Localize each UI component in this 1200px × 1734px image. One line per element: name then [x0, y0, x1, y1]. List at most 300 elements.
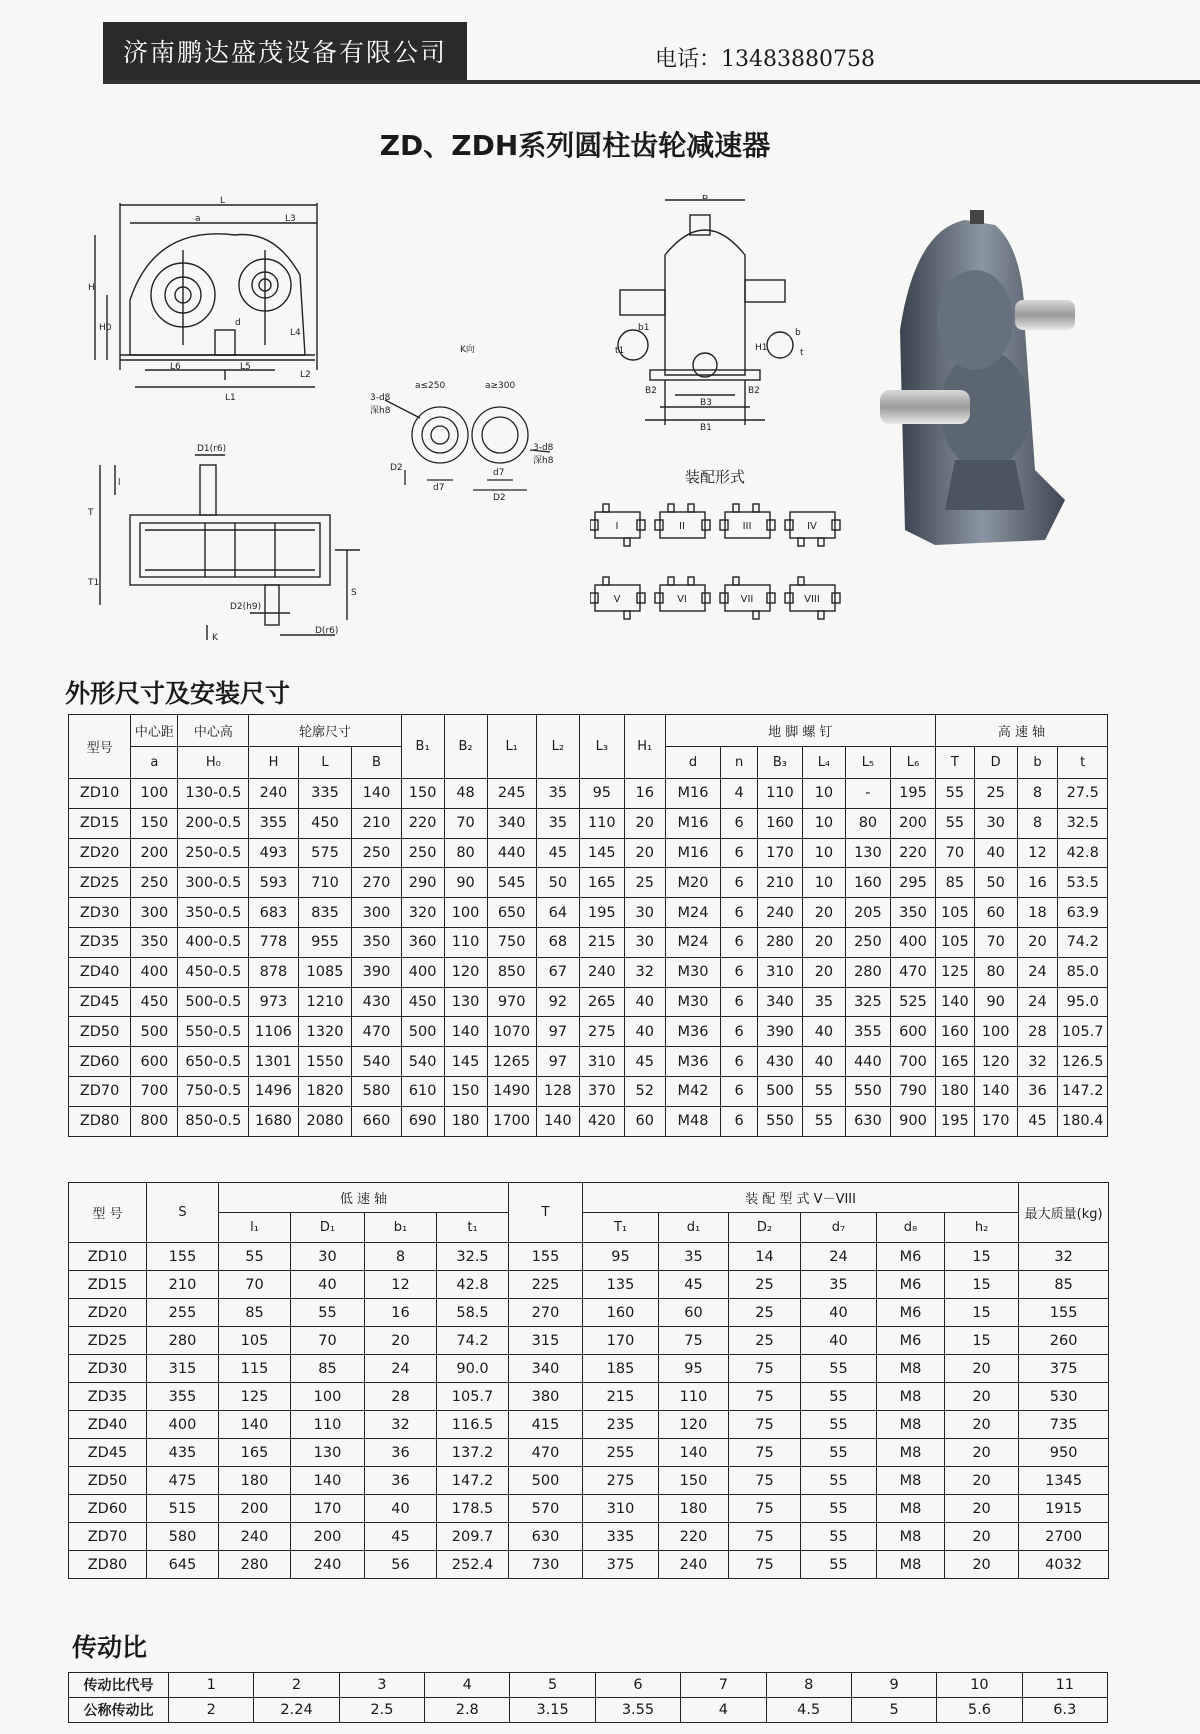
table-cell: 74.2: [1058, 927, 1108, 957]
table-cell: 50: [974, 868, 1017, 898]
k-view-depth-right: 深h8: [533, 456, 554, 466]
table-cell: 6: [721, 957, 757, 987]
table-cell: 430: [352, 987, 401, 1017]
table-cell: 20: [945, 1551, 1019, 1579]
t1-sub-H0: H₀: [178, 747, 249, 779]
table-cell: 280: [845, 957, 890, 987]
table-cell: 850: [487, 957, 536, 987]
table-cell: 170: [757, 838, 802, 868]
table-cell: 40: [801, 1299, 877, 1327]
table-cell: 315: [147, 1355, 219, 1383]
table-cell: 67: [536, 957, 579, 987]
table-cell: 6.3: [1022, 1698, 1107, 1723]
table-cell: 75: [729, 1551, 801, 1579]
table-cell: 835: [298, 898, 352, 928]
table-cell: 195: [890, 779, 935, 809]
table-cell: M16: [665, 808, 721, 838]
table-cell: 200-0.5: [178, 808, 249, 838]
table-cell: 300-0.5: [178, 868, 249, 898]
svg-text:T: T: [88, 508, 94, 518]
table-cell: 60: [624, 1106, 665, 1136]
table-cell: 630: [509, 1523, 583, 1551]
table-cell: 370: [579, 1076, 624, 1106]
assembly-form-3: III: [742, 521, 752, 532]
table-cell: 20: [1017, 927, 1058, 957]
table-cell: 220: [890, 838, 935, 868]
table-cell: ZD30: [69, 898, 131, 928]
t1-head-highspeed-shaft: 高 速 轴: [936, 715, 1108, 747]
table-cell: 660: [352, 1106, 401, 1136]
table-row: [69, 1243, 1109, 1271]
table-cell: M42: [665, 1076, 721, 1106]
svg-text:B2: B2: [645, 386, 657, 396]
t1-head-outline: 轮廓尺寸: [249, 715, 401, 747]
table-cell: 30: [624, 898, 665, 928]
table-cell: 36: [365, 1467, 437, 1495]
table-cell: 4: [721, 779, 757, 809]
table-cell: M8: [877, 1467, 945, 1495]
table-cell: 75: [729, 1355, 801, 1383]
k-view-case-left: a≤250: [415, 381, 446, 391]
table-cell: ZD35: [69, 927, 131, 957]
table-cell: ZD40: [69, 957, 131, 987]
table-cell: 45: [624, 1047, 665, 1077]
table-cell: 400: [401, 957, 444, 987]
table-cell: 97: [536, 1047, 579, 1077]
table-cell: 200: [131, 838, 178, 868]
svg-text:T1: T1: [88, 578, 100, 588]
table-cell: 55: [936, 808, 975, 838]
table-cell: 20: [945, 1495, 1019, 1523]
t1-sub-T: T: [936, 747, 975, 779]
k-view-dim-d7-left: d7: [433, 483, 445, 493]
assembly-forms-title: 装配形式: [685, 468, 746, 486]
table-cell: 735: [1019, 1411, 1109, 1439]
table-cell: 6: [721, 898, 757, 928]
table-cell: 16: [365, 1299, 437, 1327]
table-cell: 130: [291, 1439, 365, 1467]
table-cell: 400: [147, 1411, 219, 1439]
table-cell: 570: [509, 1495, 583, 1523]
table-cell: 160: [583, 1299, 659, 1327]
section-title-dimensions: 外形尺寸及安装尺寸: [65, 679, 291, 708]
table-cell: 20: [624, 808, 665, 838]
k-view-case-right: a≥300: [485, 381, 516, 391]
shaft-table: [68, 1182, 1109, 1579]
table-cell: 55: [802, 1076, 845, 1106]
table-cell: 28: [1017, 1017, 1058, 1047]
table-row: [69, 1523, 1109, 1551]
table-cell: 1301: [249, 1047, 298, 1077]
table-cell: 180.4: [1058, 1106, 1108, 1136]
table-cell: 116.5: [437, 1411, 509, 1439]
table-cell: M16: [665, 838, 721, 868]
table-cell: 25: [729, 1299, 801, 1327]
table-cell: 1085: [298, 957, 352, 987]
table-cell: 30: [624, 927, 665, 957]
table-cell: 450: [298, 808, 352, 838]
table-cell: 25: [729, 1327, 801, 1355]
table-cell: 80: [974, 957, 1017, 987]
table-cell: 1490: [487, 1076, 536, 1106]
table-cell: 75: [729, 1439, 801, 1467]
table-cell: M6: [877, 1271, 945, 1299]
table-cell: 75: [659, 1327, 729, 1355]
table-cell: 215: [583, 1383, 659, 1411]
table-cell: ZD35: [69, 1383, 147, 1411]
assembly-form-6: VI: [677, 594, 687, 605]
svg-text:L: L: [220, 196, 226, 206]
table-cell: 18: [1017, 898, 1058, 928]
table-cell: 470: [509, 1439, 583, 1467]
table-cell: 6: [721, 808, 757, 838]
svg-text:B2: B2: [748, 386, 760, 396]
t1-head-center-distance: 中心距: [131, 715, 178, 747]
table-cell: 35: [802, 987, 845, 1017]
table-cell: 250-0.5: [178, 838, 249, 868]
table-cell: 210: [757, 868, 802, 898]
t1-sub-d: d: [665, 747, 721, 779]
table-cell: 580: [352, 1076, 401, 1106]
table-cell: ZD80: [69, 1106, 131, 1136]
table-cell: 56: [365, 1551, 437, 1579]
table-cell: M30: [665, 987, 721, 1017]
table-cell: ZD60: [69, 1047, 131, 1077]
table-cell: 600: [131, 1047, 178, 1077]
table-cell: 150: [659, 1467, 729, 1495]
table-cell: 5: [510, 1673, 595, 1698]
table-cell: 150: [444, 1076, 487, 1106]
table-cell: 325: [845, 987, 890, 1017]
table-cell: 126.5: [1058, 1047, 1108, 1077]
table-cell: 60: [659, 1299, 729, 1327]
assembly-form-8: VIII: [804, 594, 820, 605]
assembly-form-4: IV: [807, 521, 817, 532]
svg-text:l: l: [118, 478, 121, 488]
t1-head-model: 型号: [69, 715, 131, 779]
table-cell: 147.2: [1058, 1076, 1108, 1106]
table-cell: 6: [595, 1673, 680, 1698]
table-cell: 55: [801, 1523, 877, 1551]
table-cell: 400: [131, 957, 178, 987]
table-cell: 24: [1017, 957, 1058, 987]
table-cell: 493: [249, 838, 298, 868]
table-cell: 36: [365, 1439, 437, 1467]
k-view-dim-D2-right: D2: [493, 493, 506, 503]
table-row: [69, 779, 1108, 809]
table-cell: 1265: [487, 1047, 536, 1077]
table-cell: 20: [802, 927, 845, 957]
table-cell: 215: [579, 927, 624, 957]
svg-text:L3: L3: [285, 214, 296, 224]
table-cell: 4032: [1019, 1551, 1109, 1579]
table-cell: 550: [845, 1076, 890, 1106]
table-cell: 3: [339, 1673, 424, 1698]
table-cell: M36: [665, 1047, 721, 1077]
table-cell: 80: [845, 808, 890, 838]
table-cell: ZD15: [69, 1271, 147, 1299]
table-cell: 10: [802, 779, 845, 809]
table-cell: 6: [721, 1106, 757, 1136]
table-cell: 950: [1019, 1439, 1109, 1467]
table-cell: 645: [147, 1551, 219, 1579]
table-cell: 1915: [1019, 1495, 1109, 1523]
table-row: [69, 1551, 1109, 1579]
table-cell: M8: [877, 1355, 945, 1383]
table-cell: 290: [401, 868, 444, 898]
table-cell: 355: [249, 808, 298, 838]
table-cell: M8: [877, 1439, 945, 1467]
table-cell: 75: [729, 1383, 801, 1411]
table-cell: 105: [936, 927, 975, 957]
table-cell: 2: [254, 1673, 339, 1698]
table-cell: 250: [845, 927, 890, 957]
table-cell: 475: [147, 1467, 219, 1495]
table-cell: 2700: [1019, 1523, 1109, 1551]
table-cell: 3.55: [595, 1698, 680, 1723]
table-cell: 320: [401, 898, 444, 928]
table-cell: 125: [936, 957, 975, 987]
table-row: [69, 927, 1108, 957]
table-cell: 500: [509, 1467, 583, 1495]
table-cell: 128: [536, 1076, 579, 1106]
table-cell: 470: [352, 1017, 401, 1047]
table-cell: 140: [936, 987, 975, 1017]
table-cell: 8: [365, 1243, 437, 1271]
table-cell: 24: [365, 1355, 437, 1383]
table-cell: 15: [945, 1271, 1019, 1299]
table-cell: 850-0.5: [178, 1106, 249, 1136]
table-cell: 270: [352, 868, 401, 898]
table-cell: 540: [352, 1047, 401, 1077]
table-cell: 150: [131, 808, 178, 838]
table-cell: 1550: [298, 1047, 352, 1077]
k-view-hole-left: 3-d8: [370, 393, 391, 403]
table-cell: 75: [729, 1467, 801, 1495]
assembly-forms-grid: [590, 500, 850, 635]
table-row: [69, 1327, 1109, 1355]
header-rule: [103, 80, 1200, 84]
side-view-drawing: [605, 195, 830, 455]
t1-head-anchor-bolts: 地 脚 螺 钉: [665, 715, 935, 747]
table-cell: ZD50: [69, 1467, 147, 1495]
table-cell: M48: [665, 1106, 721, 1136]
table-cell: 32: [365, 1411, 437, 1439]
table-cell: 137.2: [437, 1439, 509, 1467]
table-row: [69, 957, 1108, 987]
table-cell: ZD30: [69, 1355, 147, 1383]
t2-head-assembly-type: 装 配 型 式 V－VIII: [583, 1183, 1019, 1213]
table-cell: 80: [444, 838, 487, 868]
table-cell: ZD40: [69, 1411, 147, 1439]
reducer-photo: [875, 210, 1115, 550]
table-cell: 16: [624, 779, 665, 809]
t1-head-B1: B₁: [401, 715, 444, 779]
table-cell: ZD80: [69, 1551, 147, 1579]
table-cell: 20: [624, 838, 665, 868]
k-view-dim-d7-right: d7: [493, 468, 505, 478]
table-cell: 700: [890, 1047, 935, 1077]
table-cell: 115: [219, 1355, 291, 1383]
t2-sub-h2: h₂: [945, 1213, 1019, 1243]
svg-text:L4: L4: [290, 328, 301, 338]
table-cell: 90: [444, 868, 487, 898]
table-cell: 2.5: [339, 1698, 424, 1723]
table-cell: 75: [729, 1523, 801, 1551]
table-cell: 5.6: [937, 1698, 1022, 1723]
table-cell: 750: [487, 927, 536, 957]
table-cell: 350: [890, 898, 935, 928]
table-cell: 435: [147, 1439, 219, 1467]
table-cell: 20: [365, 1327, 437, 1355]
table-cell: 135: [583, 1271, 659, 1299]
table-cell: 105.7: [437, 1383, 509, 1411]
t1-sub-L5: L₅: [845, 747, 890, 779]
table-cell: 155: [509, 1243, 583, 1271]
table-cell: 30: [974, 808, 1017, 838]
table-cell: 195: [579, 898, 624, 928]
t1-sub-B3: B₃: [757, 747, 802, 779]
table-cell: 335: [583, 1523, 659, 1551]
table-cell: 450: [131, 987, 178, 1017]
table-cell: 180: [444, 1106, 487, 1136]
table-cell: ZD20: [69, 1299, 147, 1327]
table-row: [69, 1467, 1109, 1495]
table-cell: 200: [890, 808, 935, 838]
table-cell: 970: [487, 987, 536, 1017]
table-cell: 110: [757, 779, 802, 809]
svg-text:H: H: [88, 283, 95, 293]
table-row: [69, 1355, 1109, 1383]
table-cell: 105.7: [1058, 1017, 1108, 1047]
t1-sub-t: t: [1058, 747, 1108, 779]
table-cell: ZD25: [69, 1327, 147, 1355]
table-cell: 55: [801, 1439, 877, 1467]
k-view-dim-D2-left: D2: [390, 463, 403, 473]
table-cell: 778: [249, 927, 298, 957]
table-cell: ZD70: [69, 1076, 131, 1106]
table-cell: 20: [945, 1439, 1019, 1467]
t1-sub-a: a: [131, 747, 178, 779]
svg-text:b: b: [795, 328, 801, 338]
table-cell: 3.15: [510, 1698, 595, 1723]
assembly-form-2: II: [679, 521, 685, 532]
t2-sub-b1: b₁: [365, 1213, 437, 1243]
table-cell: 55: [801, 1495, 877, 1523]
table-cell: 55: [801, 1467, 877, 1495]
table-cell: 878: [249, 957, 298, 987]
table-cell: 450-0.5: [178, 957, 249, 987]
assembly-form-5: V: [613, 594, 621, 605]
table-cell: 593: [249, 868, 298, 898]
table-cell: 150: [401, 779, 444, 809]
table-cell: 45: [365, 1523, 437, 1551]
svg-text:D1(r6): D1(r6): [197, 444, 227, 454]
table-cell: 400-0.5: [178, 927, 249, 957]
table-cell: 170: [291, 1495, 365, 1523]
table-cell: 160: [936, 1017, 975, 1047]
table-cell: 58.5: [437, 1299, 509, 1327]
t2-sub-d1: d₁: [659, 1213, 729, 1243]
table-cell: 35: [801, 1271, 877, 1299]
table-cell: 55: [801, 1383, 877, 1411]
t2-head-max-mass: 最大质量(kg): [1019, 1183, 1109, 1243]
table-cell: 28: [365, 1383, 437, 1411]
table-row: [69, 1299, 1109, 1327]
table-cell: 120: [444, 957, 487, 987]
table-cell: 240: [757, 898, 802, 928]
svg-text:b1: b1: [638, 323, 650, 333]
table-cell: 10: [802, 808, 845, 838]
table-cell: 1496: [249, 1076, 298, 1106]
dimension-table: [68, 714, 1108, 1137]
t1-sub-B: B: [352, 747, 401, 779]
table-cell: 545: [487, 868, 536, 898]
table-row: [69, 1076, 1108, 1106]
t2-sub-d7: d₇: [801, 1213, 877, 1243]
table-cell: 100: [131, 779, 178, 809]
table-cell: 375: [583, 1551, 659, 1579]
table-cell: 9: [851, 1673, 936, 1698]
table-cell: M8: [877, 1551, 945, 1579]
table-cell: 360: [401, 927, 444, 957]
assembly-form-7: VII: [740, 594, 754, 605]
table-cell: ZD60: [69, 1495, 147, 1523]
table-cell: 205: [845, 898, 890, 928]
table-cell: 140: [444, 1017, 487, 1047]
table-cell: 10: [802, 838, 845, 868]
table-cell: 25: [624, 868, 665, 898]
table-cell: 5: [851, 1698, 936, 1723]
table-cell: 36: [1017, 1076, 1058, 1106]
table-cell: 30: [291, 1243, 365, 1271]
table-cell: 35: [659, 1243, 729, 1271]
table-row: [69, 868, 1108, 898]
table-cell: 32: [1017, 1047, 1058, 1077]
table-cell: 14: [729, 1243, 801, 1271]
table-cell: 20: [945, 1355, 1019, 1383]
table-cell: M8: [877, 1383, 945, 1411]
table-cell: 92: [536, 987, 579, 1017]
table-cell: 310: [579, 1047, 624, 1077]
table-cell: 16: [1017, 868, 1058, 898]
table-cell: 800: [131, 1106, 178, 1136]
table-cell: 75: [729, 1495, 801, 1523]
table-cell: 85: [219, 1299, 291, 1327]
table-cell: 440: [845, 1047, 890, 1077]
table-cell: 200: [291, 1523, 365, 1551]
table-cell: 40: [624, 1017, 665, 1047]
t2-sub-l1: l₁: [219, 1213, 291, 1243]
table-row: [69, 1495, 1109, 1523]
table-cell: 35: [536, 779, 579, 809]
table-cell: 470: [890, 957, 935, 987]
table-cell: 140: [536, 1106, 579, 1136]
table-row: [69, 1383, 1109, 1411]
table-cell: M6: [877, 1299, 945, 1327]
table-cell: 48: [444, 779, 487, 809]
table-row: [69, 1411, 1109, 1439]
table-cell: 6: [721, 987, 757, 1017]
table-cell: 120: [974, 1047, 1017, 1077]
table-cell: M6: [877, 1243, 945, 1271]
table-cell: 1070: [487, 1017, 536, 1047]
table-cell: 540: [401, 1047, 444, 1077]
table-cell: 15: [945, 1243, 1019, 1271]
table-cell: 8: [1017, 779, 1058, 809]
t1-sub-L4: L₄: [802, 747, 845, 779]
table-cell: -: [845, 779, 890, 809]
